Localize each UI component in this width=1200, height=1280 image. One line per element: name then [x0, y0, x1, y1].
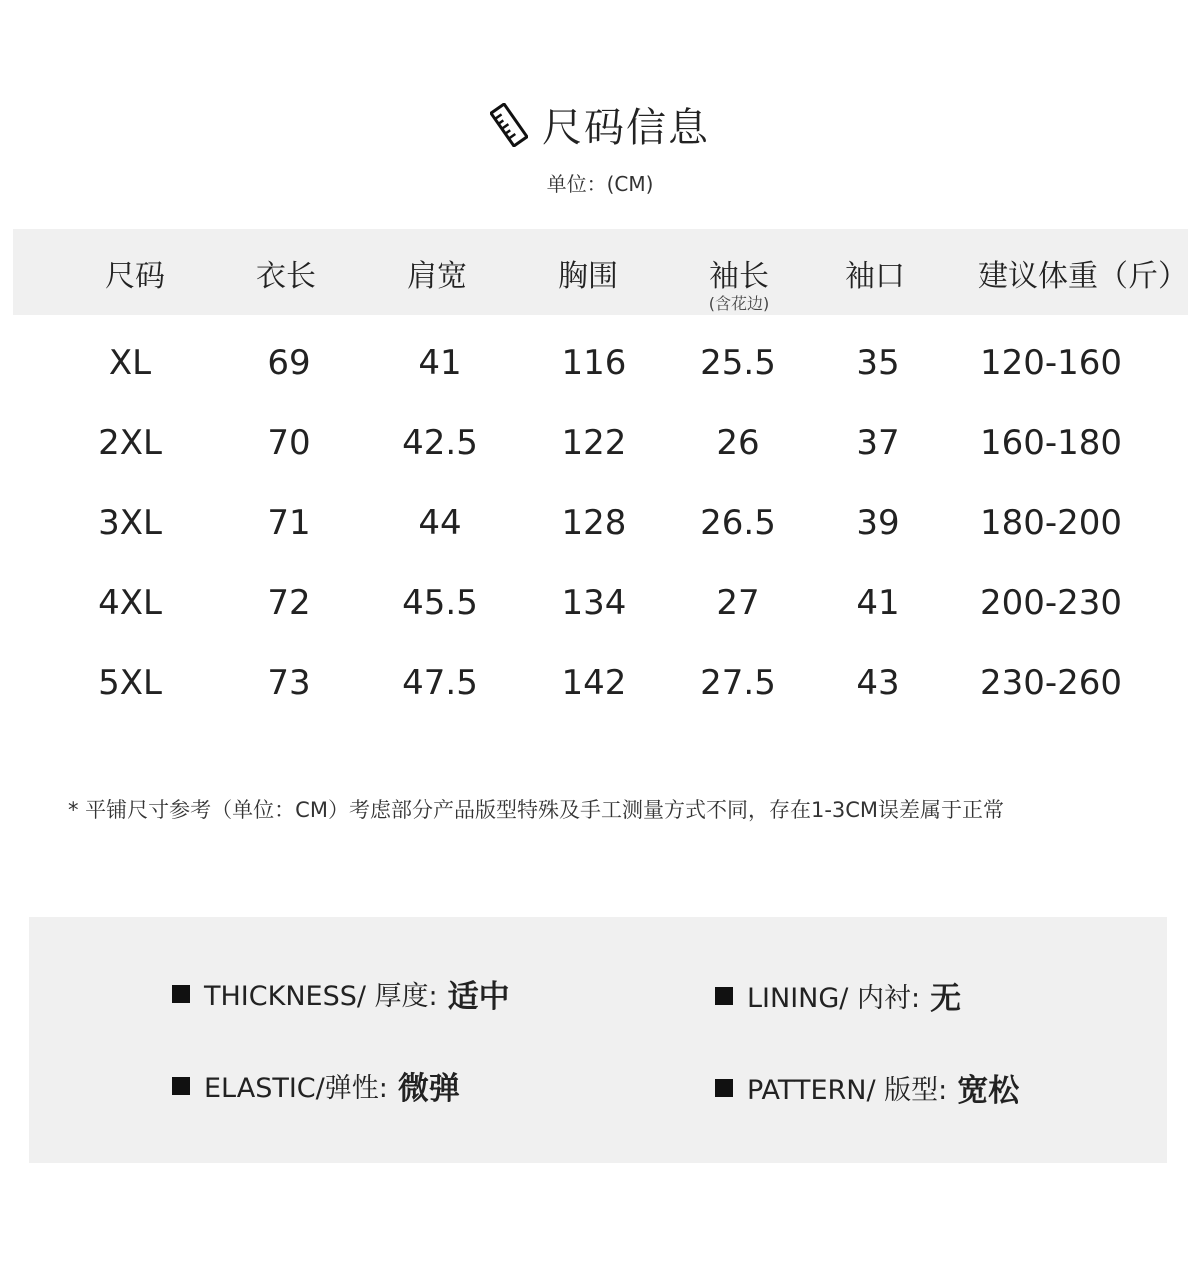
column-header-chest: 胸围 [558, 259, 618, 294]
column-header-weight: 建议体重（斤） [978, 259, 1188, 294]
properties-panel [29, 917, 1167, 1163]
cell-cuff: 43 [856, 663, 900, 703]
cell-chest: 134 [561, 583, 627, 623]
cell-sleeve: 27 [716, 583, 760, 623]
cell-length: 72 [267, 583, 311, 623]
cell-chest: 128 [561, 503, 627, 543]
cell-weight: 180-200 [980, 503, 1123, 543]
property-label: THICKNESS/ 厚度: [204, 981, 438, 1012]
cell-size: 2XL [98, 423, 162, 463]
square-bullet-icon [172, 985, 190, 1003]
cell-sleeve: 27.5 [700, 663, 776, 703]
property-elastic [172, 1063, 460, 1108]
unit-label: 单位：(CM) [546, 172, 654, 196]
table-row [0, 423, 1200, 483]
property-value: 微弹 [397, 1071, 460, 1107]
cell-sleeve: 26.5 [700, 503, 776, 543]
measurement-note: * 平铺尺寸参考（单位：CM）考虑部分产品版型特殊及手工测量方式不同，存在1-3CM误差属于正常 [68, 798, 1005, 822]
cell-length: 70 [267, 423, 311, 463]
cell-size: 4XL [98, 583, 162, 623]
table-row [0, 503, 1200, 563]
cell-length: 69 [267, 343, 311, 383]
property-lining [715, 973, 961, 1018]
column-header-sleeve: 袖长 [709, 259, 769, 294]
cell-cuff: 41 [856, 583, 900, 623]
cell-chest: 142 [561, 663, 627, 703]
column-header-cuff: 袖口 [845, 259, 905, 294]
column-header-size: 尺码 [105, 259, 165, 294]
column-header-length: 衣长 [256, 259, 316, 294]
property-value: 宽松 [957, 1073, 1020, 1109]
column-header-shoulder: 肩宽 [407, 259, 467, 294]
cell-cuff: 35 [856, 343, 900, 383]
property-thickness [172, 971, 510, 1016]
cell-cuff: 37 [856, 423, 900, 463]
cell-weight: 160-180 [980, 423, 1123, 463]
cell-weight: 230-260 [980, 663, 1123, 703]
cell-shoulder: 41 [418, 343, 462, 383]
page-title: 尺码信息 [542, 105, 710, 151]
cell-shoulder: 44 [418, 503, 462, 543]
cell-shoulder: 42.5 [402, 423, 478, 463]
cell-size: XL [108, 343, 152, 383]
cell-sleeve: 25.5 [700, 343, 776, 383]
cell-length: 71 [267, 503, 311, 543]
column-subheader-sleeve: (含花边) [708, 294, 770, 313]
cell-chest: 116 [561, 343, 627, 383]
table-row [0, 663, 1200, 723]
cell-length: 73 [267, 663, 311, 703]
property-label: LINING/ 内衬: [747, 983, 921, 1014]
cell-shoulder: 45.5 [402, 583, 478, 623]
cell-cuff: 39 [856, 503, 900, 543]
cell-sleeve: 26 [716, 423, 760, 463]
square-bullet-icon [715, 987, 733, 1005]
cell-chest: 122 [561, 423, 627, 463]
table-row [0, 583, 1200, 643]
property-value: 适中 [447, 979, 510, 1015]
cell-weight: 200-230 [980, 583, 1123, 623]
table-header [13, 229, 1188, 315]
property-pattern [715, 1065, 1019, 1110]
ruler-icon [490, 103, 528, 147]
cell-size: 3XL [98, 503, 162, 543]
table-row [0, 343, 1200, 403]
property-value: 无 [930, 981, 962, 1017]
cell-size: 5XL [98, 663, 162, 703]
cell-shoulder: 47.5 [402, 663, 478, 703]
square-bullet-icon [172, 1077, 190, 1095]
title-block [0, 96, 1200, 153]
square-bullet-icon [715, 1079, 733, 1097]
property-label: PATTERN/ 版型: [747, 1075, 948, 1106]
cell-weight: 120-160 [980, 343, 1123, 383]
property-label: ELASTIC/弹性: [204, 1073, 388, 1104]
